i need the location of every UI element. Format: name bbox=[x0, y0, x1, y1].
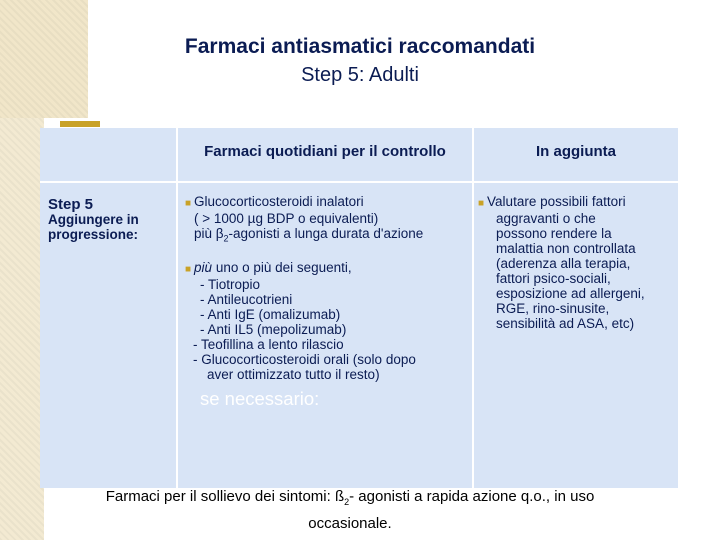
reliever-line-1: Farmaci per il sollievo dei sintomi: $ß_2-$ agonisti a rapida azione q.o., in uso bbox=[105, 488, 595, 507]
header-daily-controllers: Farmaci quotidiani per il controllo bbox=[204, 143, 446, 160]
slide-subtitle: Step 5: Adulti bbox=[301, 64, 419, 86]
decorative-corner-band bbox=[0, 0, 88, 118]
step-label: Step 5 bbox=[48, 196, 94, 213]
list-item: - Teofillina a lento rilascio bbox=[193, 336, 344, 352]
list-item: RGE, rino-sinusite, bbox=[496, 301, 610, 316]
list-item: ■ più uno o più dei seguenti, bbox=[185, 259, 352, 275]
slide-title: Farmaci antiasmatici raccomandati bbox=[184, 35, 536, 58]
bullet-icon: ■ bbox=[478, 198, 485, 209]
list-item: esposizione ad allergeni, bbox=[496, 286, 645, 301]
list-item: possono rendere la bbox=[496, 226, 612, 241]
list-item: - Tiotropio bbox=[200, 276, 261, 292]
list-item: più $\beta_2$-agonisti a lunga durata d'azione bbox=[194, 226, 424, 244]
reliever-note bbox=[0, 486, 700, 534]
header-divider bbox=[40, 181, 678, 183]
header-additional: In aggiunta bbox=[536, 143, 616, 160]
when-needed-label: se necessario: bbox=[200, 388, 320, 409]
reliever-line-2: occasionale. bbox=[308, 515, 392, 532]
daily-controllers-list bbox=[185, 194, 475, 382]
list-item: (aderenza alla terapia, bbox=[496, 256, 631, 271]
list-item: sensibilità ad ASA, etc) bbox=[496, 316, 635, 331]
list-item: aver ottimizzato tutto il resto) bbox=[207, 366, 380, 382]
bullet-icon: ■ bbox=[185, 198, 192, 209]
bullet-icon: ■ bbox=[185, 263, 192, 275]
list-item: - Antileucotrieni bbox=[200, 291, 293, 307]
list-item: - Anti IL5 (mepolizumab) bbox=[200, 321, 347, 337]
list-item: ( > 1000 µg BDP o equivalenti) bbox=[194, 211, 379, 226]
list-item: - Anti IgE (omalizumab) bbox=[200, 306, 341, 322]
list-item: ■ Valutare possibili fattori bbox=[478, 194, 626, 209]
list-item: fattori psico-sociali, bbox=[496, 271, 611, 286]
list-item: malattia non controllata bbox=[496, 241, 636, 256]
additional-list bbox=[478, 194, 673, 331]
list-item: aggravanti o che bbox=[496, 211, 596, 226]
list-item: - Glucocorticosteroidi orali (solo dopo bbox=[193, 351, 416, 367]
decorative-accent-line bbox=[60, 121, 100, 127]
therapy-table bbox=[40, 128, 678, 488]
list-item: ■ Glucocorticosteroidi inalatori bbox=[185, 194, 364, 209]
step-description: Aggiungere in progressione: bbox=[48, 212, 139, 242]
